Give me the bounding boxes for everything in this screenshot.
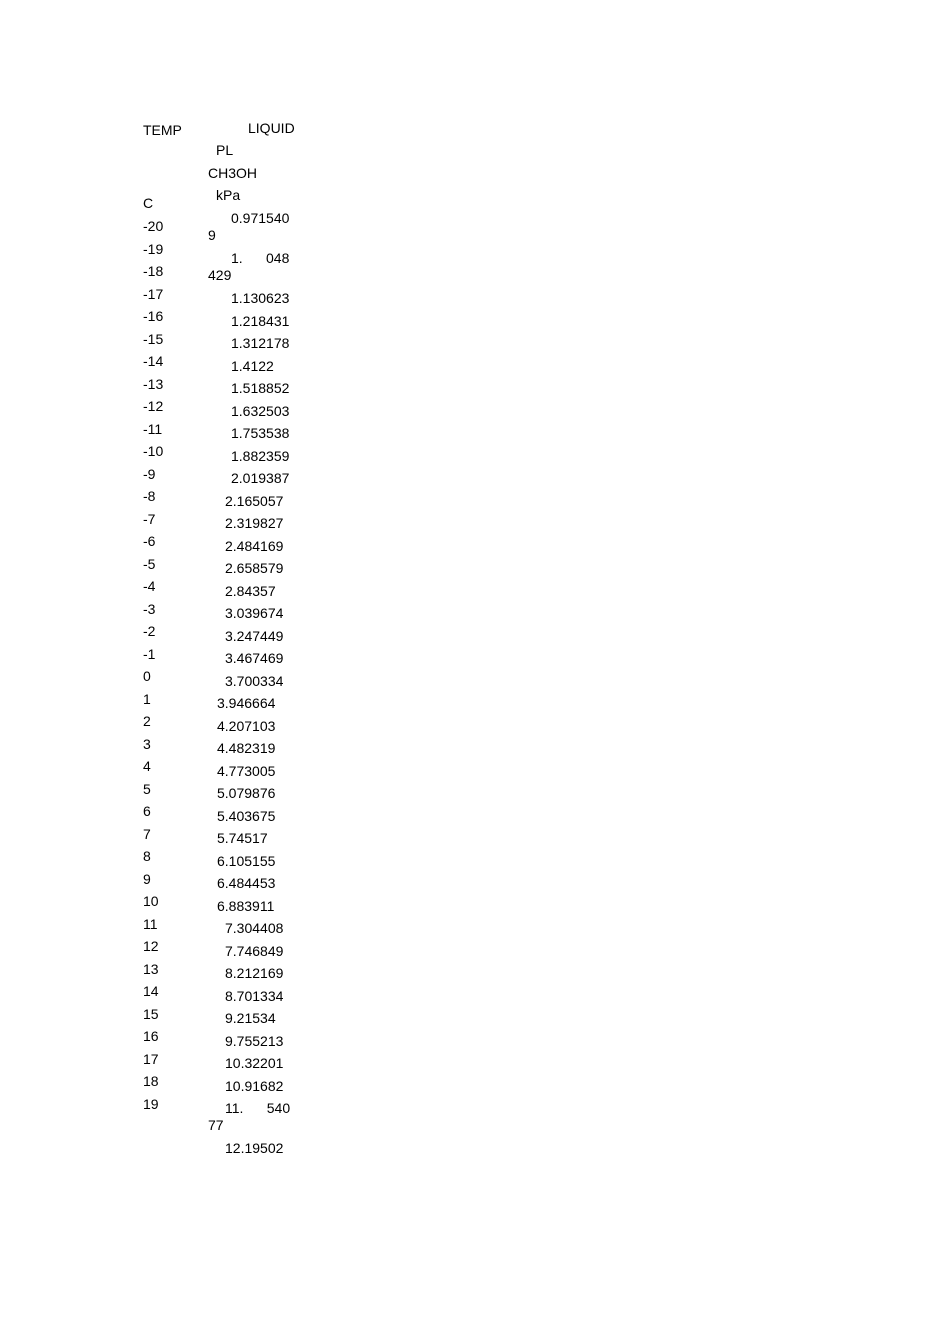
temp-unit-header: C: [143, 195, 154, 211]
temp-cell: -16: [143, 308, 164, 324]
pressure-cell: 3.700334: [225, 672, 284, 689]
temp-cell: 6: [143, 803, 151, 819]
temp-cell: 19: [143, 1095, 159, 1112]
temp-cell: 4: [143, 758, 151, 774]
pressure-cell: 2.658579: [225, 560, 284, 576]
pressure-cell-wrap: 77: [208, 1117, 224, 1133]
pressure-cell: 12.19502: [225, 1140, 284, 1156]
temp-cell: -10: [143, 443, 164, 459]
temp-cell: -17: [143, 285, 164, 302]
pressure-cell: 1. 048: [231, 250, 290, 266]
pressure-cell: 1.632503: [231, 402, 290, 419]
pressure-cell: 9.755213: [225, 1032, 284, 1049]
temp-cell: -8: [143, 488, 156, 504]
temp-cell: 3: [143, 735, 151, 752]
temp-cell: 0: [143, 668, 151, 684]
pressure-cell: 1.4122: [231, 357, 274, 374]
temp-cell: -13: [143, 375, 164, 392]
pressure-cell: 2.84357: [225, 582, 276, 599]
pressure-cell: 5.74517: [217, 830, 268, 846]
formula-header: CH3OH: [208, 165, 258, 181]
pressure-cell: 2.484169: [225, 537, 284, 554]
pressure-cell: 4.773005: [217, 762, 276, 779]
temp-cell: 8: [143, 848, 151, 864]
pressure-cell: 5.079876: [217, 785, 276, 801]
temp-cell: -3: [143, 600, 156, 617]
temp-cell: -1: [143, 645, 156, 662]
pressure-cell: 11. 540: [225, 1100, 291, 1116]
pressure-cell: 2.319827: [225, 515, 284, 531]
pressure-cell: 6.484453: [217, 875, 276, 891]
temp-cell: 18: [143, 1073, 159, 1089]
temp-cell: 17: [143, 1050, 159, 1067]
pressure-cell-wrap: 429: [208, 267, 232, 283]
pressure-unit-header: kPa: [216, 187, 241, 203]
pressure-cell: 1.218431: [231, 312, 290, 329]
temp-cell: 1: [143, 690, 151, 707]
temp-header: TEMP: [143, 122, 182, 138]
pressure-cell: 7.304408: [225, 920, 284, 936]
temp-cell: -9: [143, 465, 156, 482]
pressure-cell: 1.753538: [231, 425, 290, 441]
temp-cell: 12: [143, 938, 159, 954]
pressure-cell: 2.019387: [231, 470, 290, 486]
pressure-cell: 4.207103: [217, 717, 276, 734]
temp-cell: 5: [143, 780, 151, 797]
temp-cell: -2: [143, 623, 156, 639]
temp-cell: 13: [143, 960, 159, 977]
pressure-cell: 8.212169: [225, 965, 284, 981]
temp-cell: -12: [143, 398, 164, 414]
pressure-cell: 3.247449: [225, 627, 284, 644]
pressure-cell: 10.32201: [225, 1055, 284, 1071]
temp-cell: -20: [143, 218, 164, 234]
liquid-header: LIQUID: [248, 120, 295, 136]
temp-cell: -15: [143, 330, 164, 347]
pressure-cell: 3.039674: [225, 605, 284, 621]
pressure-cell: 8.701334: [225, 987, 284, 1004]
temp-cell: 16: [143, 1028, 159, 1044]
pressure-cell: 9.21534: [225, 1010, 276, 1026]
pressure-cell: 5.403675: [217, 807, 276, 824]
pressure-cell-wrap: 9: [208, 227, 216, 243]
temp-cell: -5: [143, 555, 156, 572]
pressure-cell: 6.105155: [217, 852, 276, 869]
pressure-cell: 2.165057: [225, 492, 284, 509]
pl-header: PL: [216, 142, 234, 158]
temp-cell: 9: [143, 870, 151, 887]
temp-cell: 15: [143, 1005, 159, 1022]
temp-cell: -14: [143, 353, 164, 369]
pressure-cell: 1.518852: [231, 380, 290, 396]
pressure-cell: 1.312178: [231, 335, 290, 351]
temp-cell: -18: [143, 263, 164, 279]
temp-cell: -19: [143, 240, 164, 257]
temp-cell: 10: [143, 893, 159, 909]
pressure-cell: 4.482319: [217, 740, 276, 756]
pressure-cell: 1.130623: [231, 290, 290, 306]
temp-cell: 14: [143, 983, 159, 999]
temp-cell: -11: [143, 420, 163, 437]
temp-cell: -4: [143, 578, 156, 594]
pressure-cell: 0.971540: [231, 210, 290, 226]
pressure-cell: 3.946664: [217, 695, 276, 711]
pressure-cell: 3.467469: [225, 650, 284, 666]
pressure-cell: 6.883911: [217, 897, 275, 914]
temp-cell: 2: [143, 713, 151, 729]
pressure-cell: 10.91682: [225, 1077, 284, 1094]
temp-cell: -7: [143, 510, 156, 527]
temp-cell: -6: [143, 533, 156, 549]
pressure-cell: 1.882359: [231, 447, 290, 464]
temp-cell: 7: [143, 825, 151, 842]
pressure-cell: 7.746849: [225, 942, 284, 959]
temp-cell: 11: [143, 915, 158, 932]
